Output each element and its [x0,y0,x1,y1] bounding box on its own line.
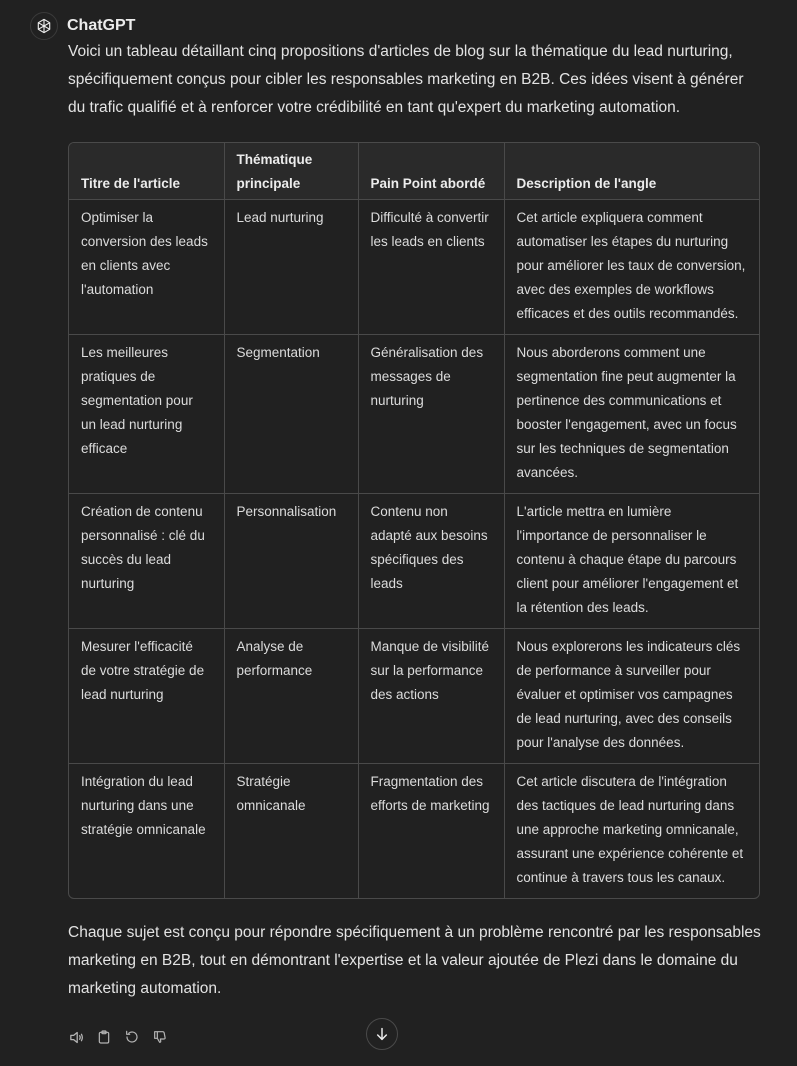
table-header-row [69,143,759,200]
cell-description: Nous explorerons les indicateurs clés de performance à surveiller pour évaluer et optimiser vos campagnes de lead nurturing, avec des conseils pour l'analyse des données. [504,629,759,764]
cell-title: Les meilleures pratiques de segmentation pour un lead nurturing efficace [69,335,224,494]
cell-title: Mesurer l'efficacité de votre stratégie de lead nurturing [69,629,224,764]
table-row [69,200,759,335]
message-header [30,12,135,40]
table-row [69,764,759,899]
cell-theme: Stratégie omnicanale [224,764,358,899]
table-row [69,629,759,764]
arrow-down-icon [374,1026,390,1042]
author-name: ChatGPT [67,17,136,34]
cell-description: Cet article expliquera comment automatiser les étapes du nurturing pour améliorer les taux de conversion, avec des exemples de workflows efficaces et des outils recommandés. [504,200,759,335]
intro-paragraph: Voici un tableau détaillant cinq propositions d'articles de blog sur la thématique du lead nurturing, spécifiquement conçus pour cibler les responsables marketing en B2B. Ces idées visent à générer du trafic qualifié et à renforcer votre crédibilité en tant qu'expert du marketing automation. [68,43,744,116]
cell-title: Intégration du lead nurturing dans une stratégie omnicanale [69,764,224,899]
message-actions [66,1027,170,1047]
cell-pain-point: Contenu non adapté aux besoins spécifiques des leads [358,494,504,629]
outro-paragraph: Chaque sujet est conçu pour répondre spécifiquement à un problème rencontré par les responsables marketing en B2B, tout en démontrant l'expertise et la valeur ajoutée de Plezi dans le domaine du marketing automation. [68,924,761,997]
scroll-down-button[interactable] [366,1018,398,1050]
thumbs-down-icon[interactable] [150,1027,170,1047]
cell-description: L'article mettra en lumière l'importance de personnaliser le contenu à chaque étape du parcours client pour améliorer l'engagement et la rétention des leads. [504,494,759,629]
cell-pain-point: Fragmentation des efforts de marketing [358,764,504,899]
cell-title: Optimiser la conversion des leads en clients avec l'automation [69,200,224,335]
column-header-pain-point: Pain Point abordé [358,143,504,200]
cell-description: Nous aborderons comment une segmentation fine peut augmenter la pertinence des communications et booster l'engagement, avec un focus sur les techniques de segmentation avancées. [504,335,759,494]
regenerate-icon[interactable] [122,1027,142,1047]
openai-logo-icon [30,12,58,40]
column-header-theme: Thématique principale [224,143,358,200]
cell-title: Création de contenu personnalisé : clé du succès du lead nurturing [69,494,224,629]
cell-pain-point: Manque de visibilité sur la performance des actions [358,629,504,764]
table-row [69,494,759,629]
table-row [69,335,759,494]
cell-description: Cet article discutera de l'intégration des tactiques de lead nurturing dans une approche marketing omnicanale, assurant une expérience cohérente et continue à travers tous les canaux. [516,774,744,885]
column-header-title: Titre de l'article [69,143,224,200]
cell-pain-point: Généralisation des messages de nurturing [358,335,504,494]
message-content [68,38,762,1003]
cell-theme: Analyse de performance [224,629,358,764]
cell-pain-point: Difficulté à convertir les leads en clients [358,200,504,335]
cell-theme: Segmentation [224,335,358,494]
column-header-description: Description de l'angle [504,143,759,200]
articles-table [68,142,760,899]
cell-theme: Personnalisation [224,494,358,629]
clipboard-icon[interactable] [94,1027,114,1047]
cell-theme: Lead nurturing [224,200,358,335]
speaker-icon[interactable] [66,1027,86,1047]
